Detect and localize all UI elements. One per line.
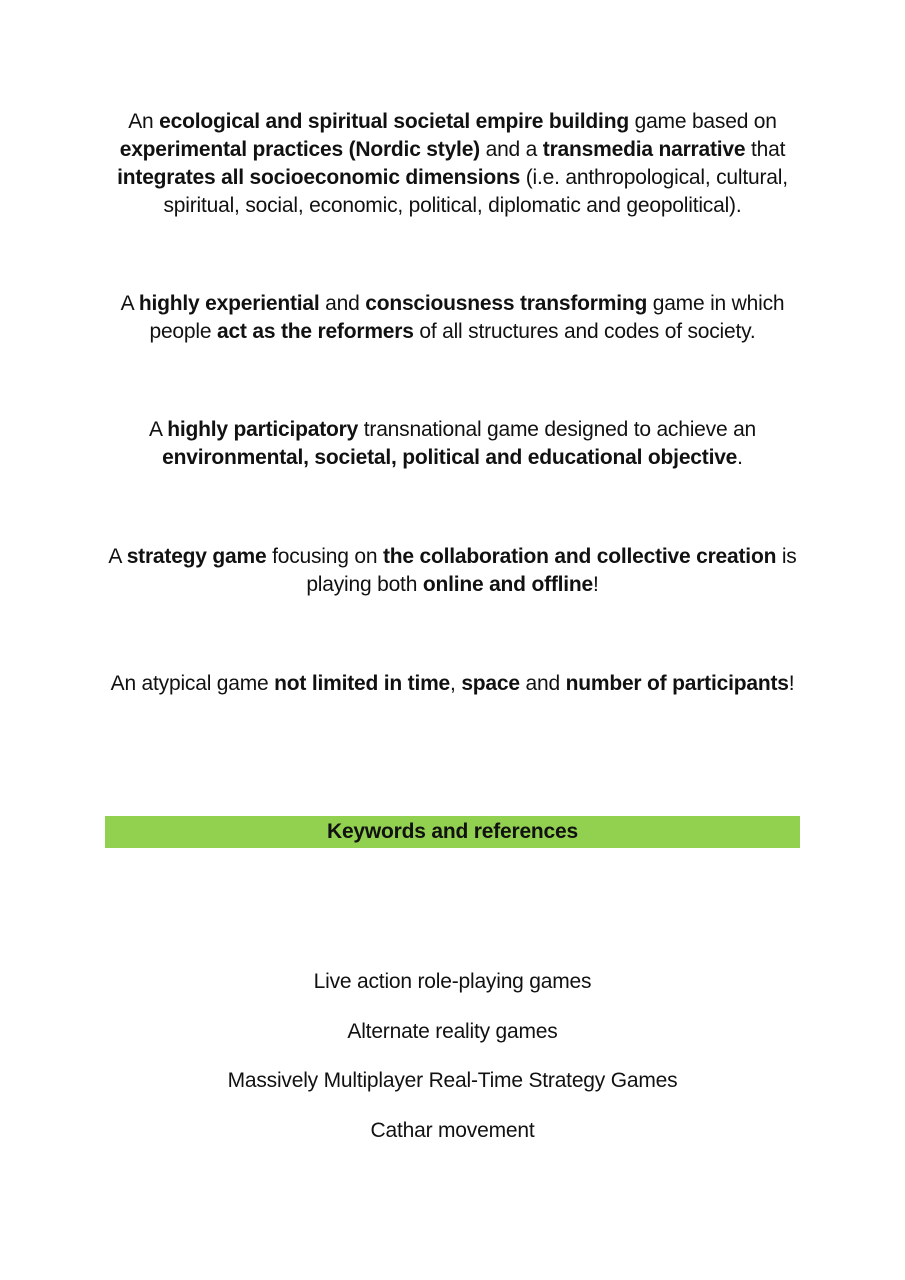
text-segment: that xyxy=(745,138,786,161)
bold-text-segment: ecological and spiritual societal empire building xyxy=(159,110,629,133)
bold-text-segment: highly participatory xyxy=(167,418,359,441)
bold-text-segment: highly experiential xyxy=(138,292,320,315)
text-segment: . xyxy=(737,446,743,469)
text-segment: (i.e. anthropological, cultural, xyxy=(520,166,788,189)
text-segment: and xyxy=(519,672,566,695)
text-segment: An atypical game xyxy=(110,672,275,695)
text-segment: A xyxy=(108,545,127,568)
text-segment: transnational game designed to achieve an xyxy=(358,418,757,441)
bold-text-segment: not limited in time xyxy=(274,672,451,695)
text-segment: playing both xyxy=(306,573,423,596)
bold-text-segment: consciousness transforming xyxy=(365,292,648,315)
bold-text-segment: strategy game xyxy=(126,545,267,568)
text-segment: game in which xyxy=(647,292,785,315)
text-segment: ! xyxy=(593,573,599,596)
paragraph-experiential-game xyxy=(0,290,905,346)
text-segment: game based on xyxy=(628,110,777,133)
keywords-heading: Keywords and references xyxy=(326,820,578,843)
text-segment: A xyxy=(120,292,139,315)
keyword-item-mmorts: Massively Multiplayer Real-Time Strategy Games xyxy=(227,1069,678,1092)
paragraph-participatory-game xyxy=(0,416,905,472)
keywords-list xyxy=(0,966,905,1164)
bold-text-segment: transmedia narrative xyxy=(542,138,746,161)
keyword-item-cathar: Cathar movement xyxy=(370,1118,535,1142)
bold-text-segment: space xyxy=(461,672,520,695)
bold-text-segment: act as the reformers xyxy=(216,320,414,343)
text-segment: focusing on xyxy=(266,545,383,568)
bold-text-segment: online and offline xyxy=(422,573,594,596)
keyword-item-arg: Alternate reality games xyxy=(347,1019,558,1043)
paragraph-ecological-game xyxy=(0,108,905,220)
text-segment: A xyxy=(148,418,168,441)
bold-text-segment: experimental practices (Nordic style) xyxy=(119,138,480,161)
text-segment: , xyxy=(450,672,462,695)
text-segment: and a xyxy=(479,138,543,161)
text-segment: of all structures and codes of society. xyxy=(413,320,756,343)
text-segment: ! xyxy=(788,672,795,695)
paragraph-strategy-game xyxy=(0,543,905,599)
bold-text-segment: environmental, societal, political and educational objective xyxy=(162,446,738,469)
text-segment: and xyxy=(319,292,366,315)
text-segment: An xyxy=(128,110,160,133)
text-segment: is xyxy=(776,545,797,568)
keyword-item-larp: Live action role-playing games xyxy=(313,970,592,993)
paragraph-atypical-game xyxy=(0,670,905,698)
bold-text-segment: number of participants xyxy=(565,672,789,695)
text-segment: people xyxy=(149,320,217,343)
bold-text-segment: the collaboration and collective creation xyxy=(382,545,777,568)
keywords-heading-bar xyxy=(105,816,800,848)
text-segment: spiritual, social, economic, political, diplomatic and geopolitical). xyxy=(163,194,742,217)
bold-text-segment: integrates all socioeconomic dimensions xyxy=(117,166,521,189)
